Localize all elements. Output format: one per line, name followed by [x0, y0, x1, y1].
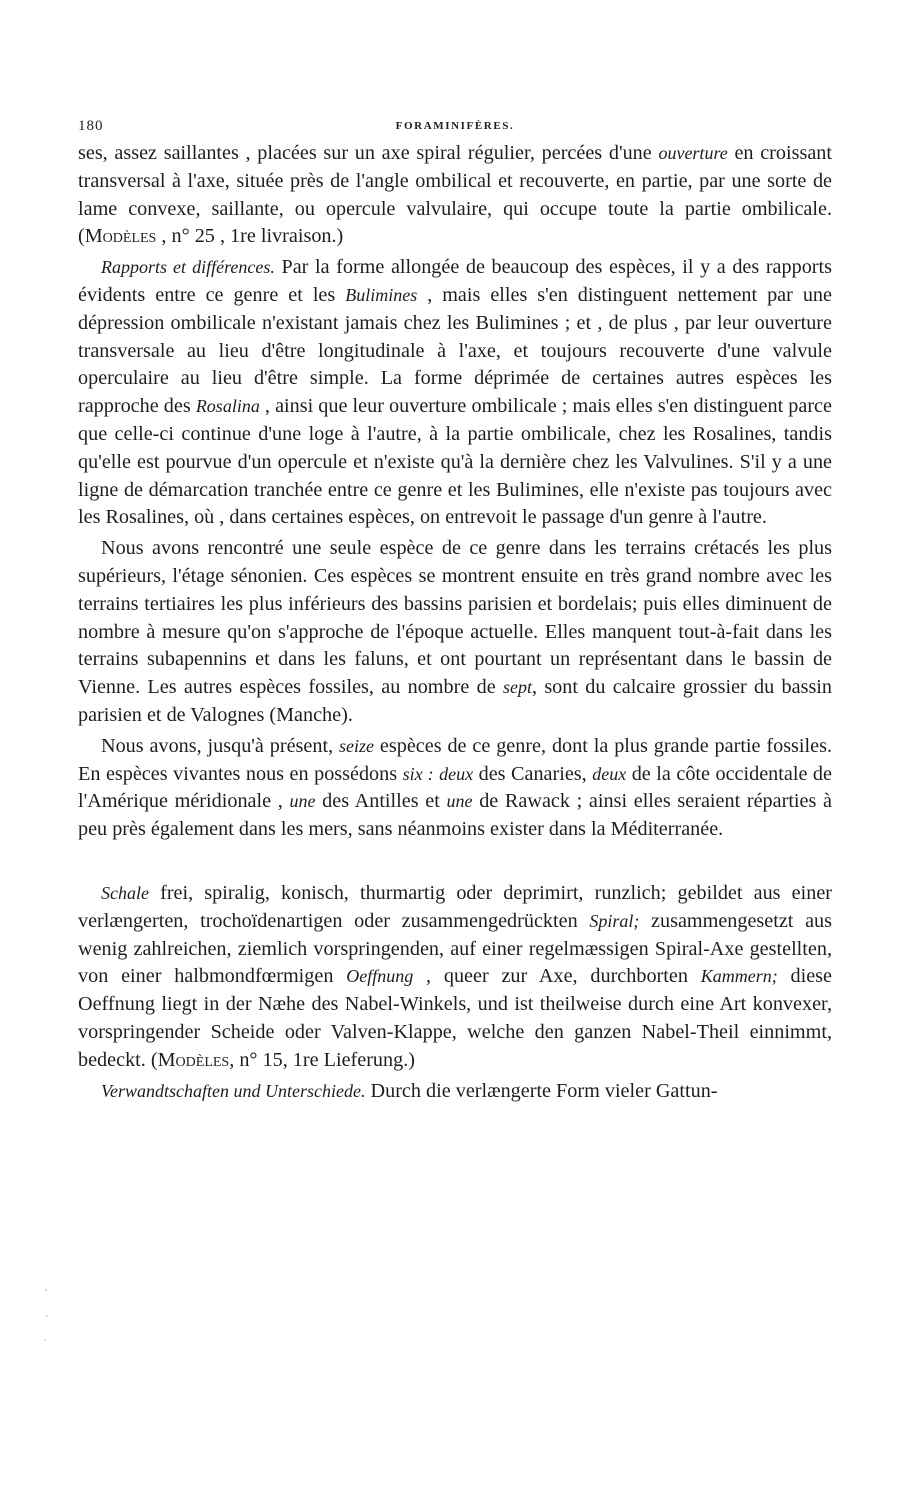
term-bulimines: Bulimines [345, 284, 418, 305]
term-rosalina: Rosalina [195, 396, 260, 417]
term-oeffnung: Oeffnung [346, 966, 414, 987]
text-run: espèces de ce genre, dont la plus grande partie fossiles. En espèces vivantes nous en possédons [78, 734, 832, 785]
section-heading-verwandtschaften: Verwandtschaften und Unterschiede. [101, 1080, 366, 1101]
text-run: , ainsi que leur ouverture ombilicale ; mais elles s'en distinguent parce que celle-ci continue d'une loge à l'autre, à la partie ombilicale, chez les Rosalines, tandis qu'elle est pourvue d'un opercule et n'existe qu'à la dernière chez les Valvulines. S'il y a une ligne de démarcation tranchée entre ce genre et les Bulimines, elle n'existe pas toujours avec les Rosalines, où , dans certaines espèces, on entrevoit le passage d'un genre à l'autre. [78, 395, 832, 529]
running-title: FORAMINIFÈRES. [395, 120, 515, 132]
term-une: une [289, 791, 316, 812]
term-sept: sept [502, 677, 532, 698]
scan-speck [44, 1339, 45, 1340]
term-deux: deux [592, 763, 627, 784]
term-modeles: Modèles [84, 225, 157, 248]
term-schale: Schale [101, 882, 149, 903]
text-run: Durch die verlængerte Form vieler Gattun- [365, 1079, 718, 1102]
text-run: de la côte occidentale de l'Amérique méridionale , [78, 762, 832, 813]
term-deux: deux [439, 763, 474, 784]
term-seize: seize [339, 735, 375, 756]
section-heading-rapports: Rapports et différences. [101, 257, 275, 278]
text-run: en croissant transversal à l'axe, située près de l'angle ombilical et recouverte, en partie, par une sorte de lame convexe, saillante, ou opercule valvulaire, qui occupe toute la partie ombilicale. ( [78, 142, 832, 248]
text-run: , sont du calcaire grossier du bassin parisien et de Valognes (Manche). [78, 676, 833, 726]
text-run: Par la forme allongée de beaucoup des espèces, il y a des rapports évidents entre ce genre et les [78, 256, 832, 306]
scan-speck [45, 1289, 47, 1291]
term-kammern: Kammern; [700, 966, 778, 987]
text-run: ses, assez saillantes , placées sur un axe spiral régulier, percées d'une [78, 142, 659, 164]
text-run: des Antilles et [315, 790, 447, 813]
text-run: frei, spiralig, konisch, thurmartig oder deprimirt, runzlich; gebildet aus einer verlængerten, trochoïdenartigen oder zusammengedrückten [78, 881, 832, 932]
text-run: des Canaries, [473, 762, 593, 785]
term-spiral: Spiral; [589, 910, 640, 931]
text-run: , mais elles s'en distinguent nettement par une dépression ombilicale n'existant jamais chez les Bulimines ; et , de plus , par leur ouverture transversale au lieu d'être longitudinale à l'axe, et toujours recouverte d'une valvule operculaire au lieu d'être simple. La forme déprimée de certaines autres espèces les rapproche des [78, 283, 832, 418]
term-six: six : [402, 763, 434, 784]
term-ouverture: ouverture [658, 143, 728, 163]
term-modeles: Modèles [157, 1048, 230, 1071]
term-une: une [446, 791, 473, 812]
text-run: , n° 25 , 1re livraison.) [156, 225, 344, 248]
text-run: , queer zur Axe, durchborten [413, 965, 701, 988]
page-number: 180 [78, 118, 104, 134]
text-run: Nous avons, jusqu'à présent, [101, 734, 340, 757]
text-run: diese Oeffnung liegt in der Næhe des Nabel-Winkels, und ist theilweise durch eine Art konvexer, vorspringender Scheide oder Valven-Klappe, welche den ganzen Nabel-Theil einnimmt, bedeckt. ( [78, 965, 832, 1071]
text-run: de Rawack ; ainsi elles seraient réparties à peu près également dans les mers, sans néanmoins exister dans la Méditerranée. [78, 790, 832, 841]
text-run: , n° 15, 1re Lieferung.) [229, 1048, 415, 1071]
text-run: zusammengesetzt aus wenig zahlreichen, ziemlich vorspringenden, auf einer regelmæssigen Spiral-Axe gestellten, von einer halbmondfœrmigen [78, 909, 832, 988]
scan-speck [46, 1315, 47, 1316]
text-run: Nous avons rencontré une seule espèce de ce genre dans les terrains crétacés les plus supérieurs, l'étage sénonien. Ces espèces se montrent ensuite en très grand nombre avec les terrains tertiaires les plus inférieurs des bassins parisien et bordelais; puis elles diminuent de nombre à mesure qu'on s'approche de l'époque actuelle. Elles manquent tout-à-fait dans les terrains subapennins et dans les faluns, et ont pourtant un représentant dans le bassin de Vienne. Les autres espèces fossiles, au nombre de [78, 537, 832, 699]
